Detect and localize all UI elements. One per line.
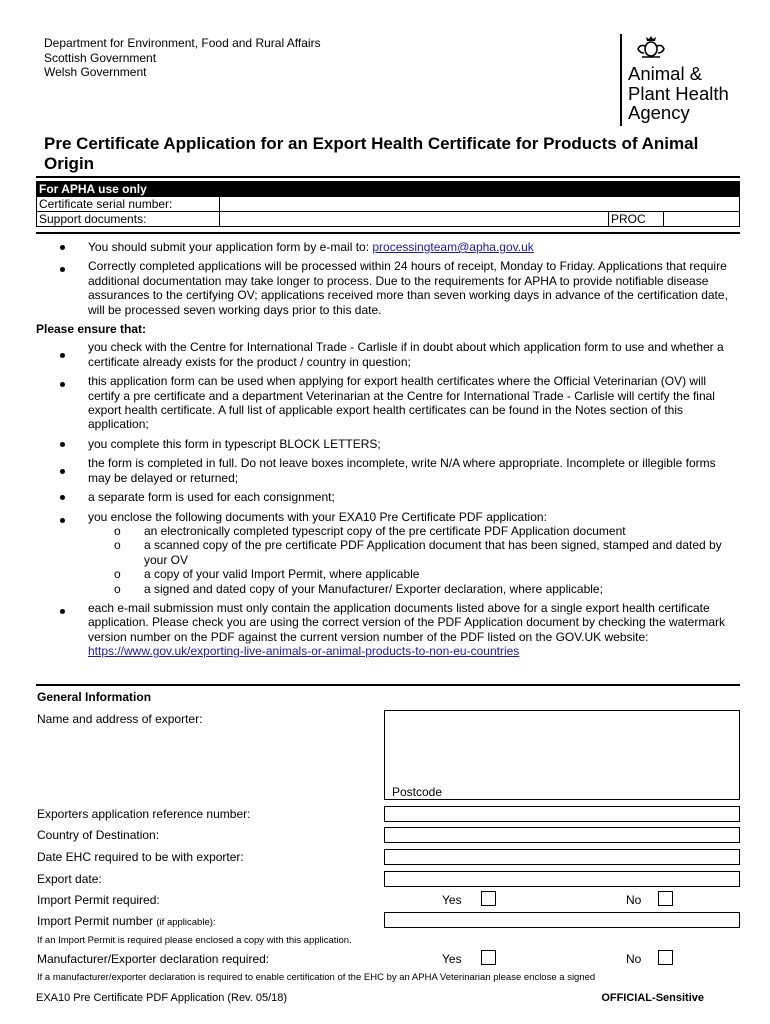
proc-field[interactable]: [664, 212, 740, 227]
bullet-icon: [60, 245, 65, 250]
apha-rule: [36, 232, 740, 234]
country-destination-label: Country of Destination:: [37, 828, 160, 842]
guidance-notes: [36, 240, 736, 664]
gov-uk-link[interactable]: https://www.gov.uk/exporting-live-animals-or-animal-products-to-non-eu-countries: [88, 644, 520, 659]
import-permit-yes-checkbox[interactable]: [481, 891, 496, 906]
declaration-label: Manufacturer/Exporter declaration required:: [37, 952, 270, 966]
date-ehc-label: Date EHC required to be with exporter:: [37, 850, 244, 864]
bullet-icon: [60, 442, 65, 447]
bullet-icon: [60, 267, 65, 272]
processing-email-link[interactable]: processingteam@apha.gov.uk: [372, 240, 534, 254]
bullet-icon: [60, 382, 65, 387]
agency-name: Animal & Plant Health Agency: [628, 63, 729, 123]
declaration-yes-label: Yes: [442, 952, 462, 966]
proc-label: PROC: [609, 212, 664, 227]
sub-list-item: o a scanned copy of the pre certificate PDF Application document that has been signed, stamped and dated by your OV: [114, 538, 722, 567]
department-defra: Department for Environment, Food and Rural Affairs: [44, 36, 321, 50]
section-rule: [36, 684, 740, 686]
sub-list-item: o a copy of your valid Import Permit, where applicable: [114, 567, 420, 582]
royal-crest-icon: [636, 34, 666, 60]
sub-list-item: o an electronically completed typescript copy of the pre certificate PDF Application document: [114, 523, 626, 538]
import-permit-note: If an Import Permit is required please enclosed a copy with this application.: [37, 935, 352, 946]
department-welsh: Welsh Government: [44, 65, 147, 79]
bullet-icon: [60, 353, 65, 358]
bullet-icon: [60, 518, 65, 523]
sub-list-item: o a signed and dated copy of your Manufacturer/ Exporter declaration, where applicable;: [114, 581, 603, 596]
list-item: You should submit your application form by e-mail to: processingteam@apha.gov.uk: [36, 240, 736, 254]
list-item: this application form can be used when applying for export health certificates where the Official Veterinarian (OV) will certify a pre certificate and a department Veterinarian at the Centre for International Trade - Carlisle will certify the final export health certificate. A full list of applicable export health certificates can be found in the Notes section of this application;: [36, 374, 736, 432]
import-permit-number-label: Import Permit number (if applicable):: [37, 914, 216, 928]
serial-number-label: Certificate serial number:: [37, 197, 220, 212]
list-item: you complete this form in typescript BLOCK LETTERS;: [36, 437, 736, 451]
ensure-heading: Please ensure that:: [36, 322, 147, 337]
list-item: you enclose the following documents with your EXA10 Pre Certificate PDF application: o an electronically completed typescript copy of the pre certificate PDF Application document o a scanned copy of the pre certificate PDF Application document that has been signed, stamped and dated by your OV o a copy of your valid Import Permit, where applicable o a signed and dated copy of your Manufacturer/ Exporter declaration, where applicable;: [36, 510, 736, 596]
list-item: you check with the Centre for International Trade - Carlisle if in doubt about which application form to use and whether a certificate already exists for the product / country in question;: [36, 340, 736, 369]
apha-logo: [620, 34, 750, 128]
import-permit-no-label: No: [626, 893, 642, 907]
import-permit-label: Import Permit required:: [37, 893, 160, 907]
department-scottish: Scottish Government: [44, 50, 157, 65]
form-reference: EXA10 Pre Certificate PDF Application (Rev. 05/18): [36, 992, 288, 1004]
bullet-icon: [60, 609, 65, 614]
page-title: Pre Certificate Application for an Export Health Certificate for Products of Animal Origin: [44, 134, 699, 173]
bullet-icon: [60, 495, 65, 500]
export-date-field[interactable]: [384, 871, 740, 887]
logo-divider: [620, 34, 622, 126]
reference-number-field[interactable]: [384, 806, 740, 822]
serial-number-field[interactable]: [220, 197, 740, 212]
import-permit-no-checkbox[interactable]: [658, 891, 673, 906]
list-item: Correctly completed applications will be processed within 24 hours of receipt, Monday to Friday. Applications that require additional documentation may take longer to process. Due to the requirements for APHA to provide notifiable disease assurances to the certifying OV; applications received more than seven working days in advance of the certification date, will be processed seven working days prior to this date.: [36, 259, 736, 317]
declaration-no-checkbox[interactable]: [658, 950, 673, 965]
reference-number-label: Exporters application reference number:: [37, 807, 251, 821]
apha-use-table: [36, 181, 740, 227]
list-item: a separate form is used for each consignment;: [36, 490, 736, 504]
country-destination-field[interactable]: [384, 827, 740, 843]
support-documents-label: Support documents:: [37, 212, 220, 227]
export-date-label: Export date:: [37, 872, 102, 886]
support-documents-field[interactable]: [220, 212, 609, 227]
declaration-note: If a manufacturer/exporter declaration is required to enable certification of the EHC by an APHA Veterinarian please enclose a signed: [37, 972, 596, 983]
title-rule: [36, 176, 740, 178]
list-item: each e-mail submission must only contain the application documents listed above for a single export health certificate application. Please check you are using the correct version of the PDF Application document by checking the watermark version number on the PDF against the current version number of the PDF listed on the GOV.UK website: https://www.gov.uk/exporting-live-animals-or-animal-products-to-non-eu-countries: [36, 601, 736, 659]
declaration-yes-checkbox[interactable]: [481, 950, 496, 965]
list-item: the form is completed in full. Do not leave boxes incomplete, write N/A where appropriate. Incomplete or illegible forms may be delayed or returned;: [36, 456, 736, 485]
import-permit-number-field[interactable]: [384, 912, 740, 928]
import-permit-yes-label: Yes: [442, 893, 462, 907]
classification-label: OFFICIAL-Sensitive: [601, 992, 704, 1004]
general-information-heading: General Information: [37, 690, 152, 704]
postcode-label: Postcode: [392, 785, 443, 799]
general-information-section: [36, 688, 740, 988]
bullet-icon: [60, 469, 65, 474]
declaration-no-label: No: [626, 952, 642, 966]
apha-use-heading: For APHA use only: [37, 182, 740, 197]
exporter-name-address-field[interactable]: [384, 710, 740, 800]
exporter-name-address-label: Name and address of exporter:: [37, 712, 203, 726]
date-ehc-field[interactable]: [384, 849, 740, 865]
department-list: [44, 36, 321, 80]
